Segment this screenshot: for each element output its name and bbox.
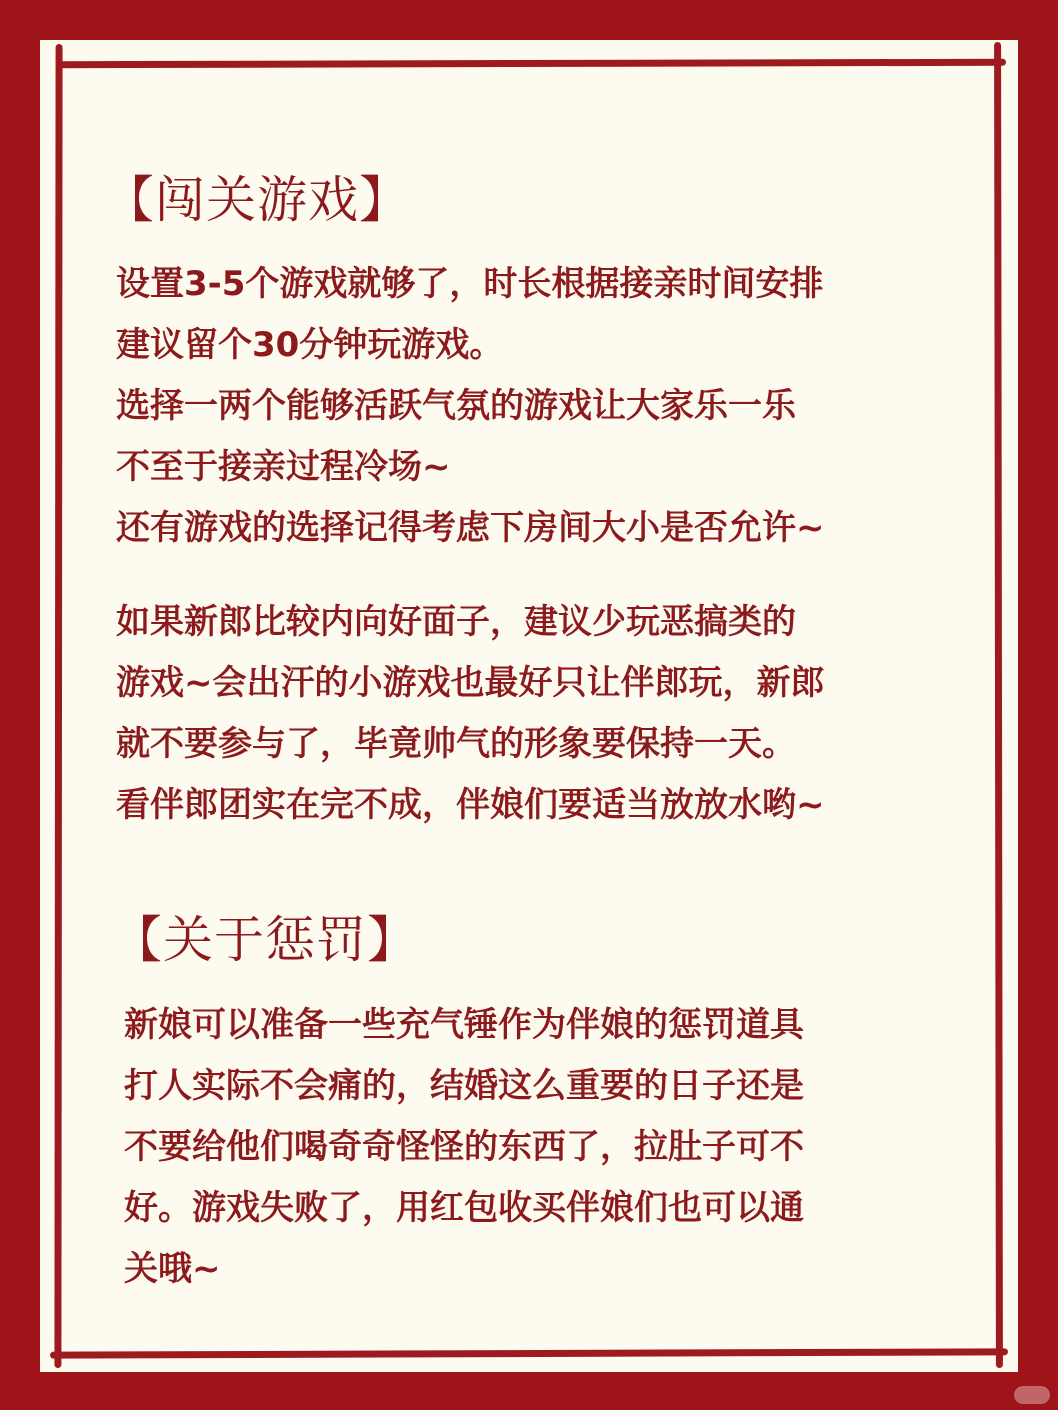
- text-line: 选择一两个能够活跃气氛的游戏让大家乐一乐: [116, 386, 796, 426]
- punishment-paragraph: [124, 995, 804, 1300]
- challenge-games-paragraph-2: [116, 592, 825, 836]
- text-line: 就不要参与了，毕竟帅气的形象要保持一天。: [116, 724, 796, 764]
- text-line: 不要给他们喝奇奇怪怪的东西了，拉肚子可不: [124, 1127, 804, 1167]
- text-line: 好。游戏失败了，用红包收买伴娘们也可以通: [124, 1188, 804, 1228]
- text-line: 打人实际不会痛的，结婚这么重要的日子还是: [124, 1066, 804, 1106]
- text-line: 关哦~: [124, 1249, 221, 1289]
- text-line: 设置3-5个游戏就够了，时长根据接亲时间安排: [116, 264, 824, 304]
- text-line: 还有游戏的选择记得考虑下房间大小是否允许~: [116, 508, 825, 548]
- section-title-challenge-games: 【闯关游戏】: [104, 171, 410, 229]
- section-title-punishment: 【关于惩罚】: [112, 911, 418, 969]
- text-line: 游戏~会出汗的小游戏也最好只让伴郎玩，新郎: [116, 663, 825, 703]
- text-line: 看伴郎团实在完不成，伴娘们要适当放放水哟~: [116, 785, 825, 825]
- watermark-logo: [1014, 1386, 1050, 1404]
- challenge-games-paragraph-1: [116, 254, 825, 559]
- text-line: 建议留个30分钟玩游戏。: [116, 325, 504, 365]
- text-line: 不至于接亲过程冷场~: [116, 447, 451, 487]
- frame-left-line: [54, 44, 62, 1368]
- text-line: 如果新郎比较内向好面子，建议少玩恶搞类的: [116, 602, 796, 642]
- text-line: 新娘可以准备一些充气锤作为伴娘的惩罚道具: [124, 1005, 804, 1045]
